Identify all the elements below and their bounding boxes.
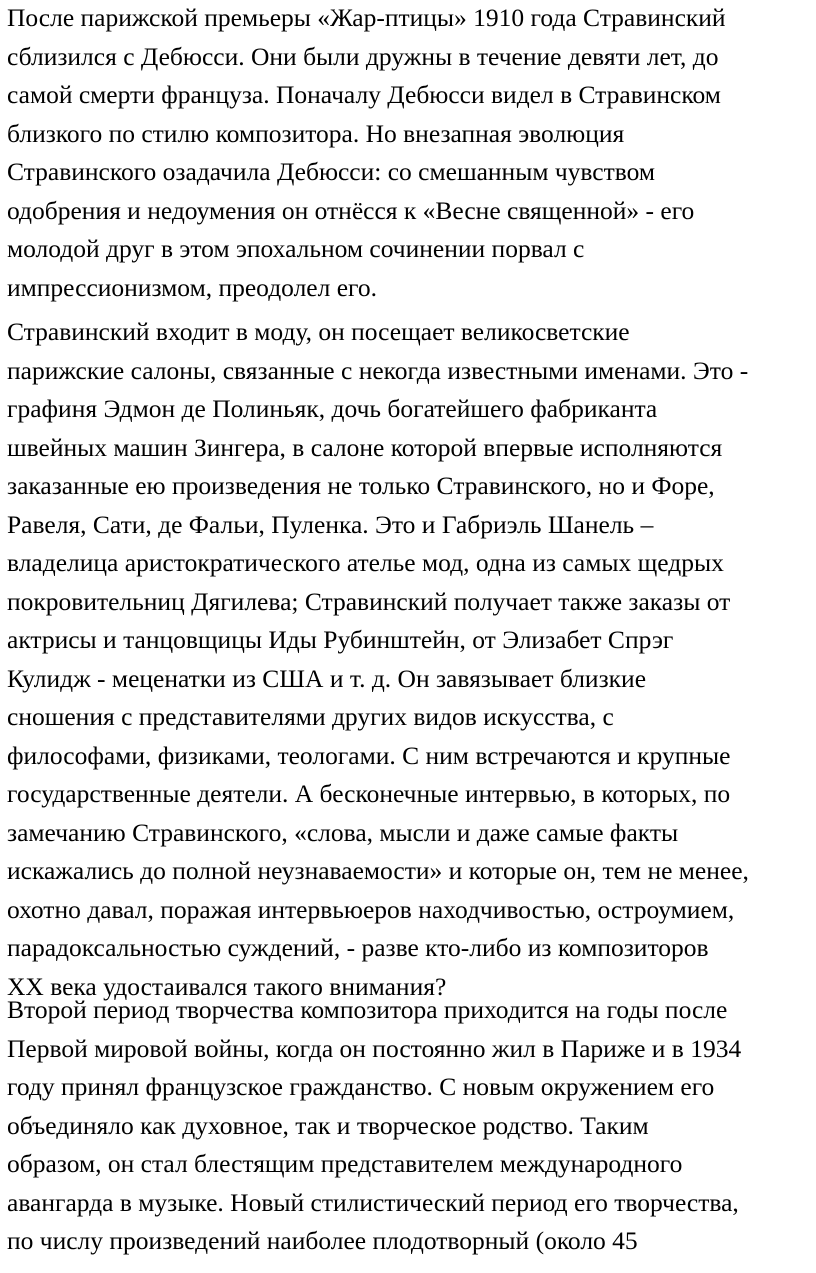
text-line: авангарда в музыке. Новый стилистический период его творчества, [7,1187,739,1217]
text-line: образом, он стал блестящим представителем международного [7,1149,683,1178]
text-line: парижские салоны, связанные с некогда известными именами. Это - [7,355,749,385]
text-line: философами, физиками, теологами. С ним встречаются и крупные [7,740,731,770]
text-line: Второй период творчества композитора приходится на годы после [7,995,728,1024]
text-line: парадоксальностью суждений, - разве кто-либо из композиторов [7,933,709,962]
text-line: близкого по стилю композитора. Но внезапная эволюция [7,118,625,148]
text-line: графиня Эдмон де Полиньяк, дочь богатейшего фабриканта [7,394,658,423]
text-line: XX века удостаивался такого внимания? [7,971,447,1001]
text-line: охотно давал, поражая интервьюеров находчивостью, остроумием, [7,894,735,924]
text-line: одобрения и недоумения он отнёсся к «Весне священной» - его [7,195,695,225]
text-line: швейных машин Зингера, в салоне которой впервые исполняются [7,432,723,462]
text-line: После парижской премьеры «Жар-птицы» 1910 года Стравинский [7,3,726,32]
paragraph-second-period [7,991,816,1261]
text-line: Стравинский входит в моду, он посещает великосветские [7,317,630,346]
paragraph-debussy [7,0,816,307]
text-line: владелица аристократического ателье мод, одна из самых щедрых [7,548,724,577]
text-line: Кулидж - меценатки из США и т. д. Он завязывает близкие [7,663,647,693]
text-line: замечанию Стравинского, «слова, мысли и даже самые факты [7,817,679,847]
text-line: самой смерти француза. Поначалу Дебюсси видел в Стравинском [7,80,721,109]
text-line: Равеля, Сати, де Фальи, Пуленка. Это и Габриэль Шанель – [7,509,654,539]
text-line: молодой друг в этом эпохальном сочинении порвал с [7,234,585,263]
text-line: искажались до полной неузнаваемости» и которые он, тем не менее, [7,856,749,885]
text-line: импрессионизмом, преодолел его. [7,272,377,302]
paragraph-salons [7,313,816,1006]
text-line: заказанные ею произведения не только Стравинского, но и Форе, [7,471,715,500]
text-line: государственные деятели. А бесконечные интервью, в которых, по [7,779,731,808]
text-line: Стравинского озадачила Дебюсси: со смешанным чувством [7,157,656,186]
text-line: сношения с представителями других видов искусства, с [7,702,614,731]
text-line: покровительниц Дягилева; Стравинский получает также заказы от [7,586,731,616]
text-line: году принял французское гражданство. С новым окружением его [7,1072,715,1101]
text-line: сблизился с Дебюсси. Они были дружны в течение девяти лет, до [7,41,719,71]
text-line: актрисы и танцовщицы Иды Рубинштейн, от Элизабет Спрэг [7,625,674,654]
text-line: по числу произведений наиболее плодотворный (около 45 [7,1226,638,1255]
text-line: Первой мировой войны, когда он постоянно жил в Париже и в 1934 [7,1033,742,1063]
text-line: объединяло как духовное, так и творческое родство. Таким [7,1110,649,1140]
